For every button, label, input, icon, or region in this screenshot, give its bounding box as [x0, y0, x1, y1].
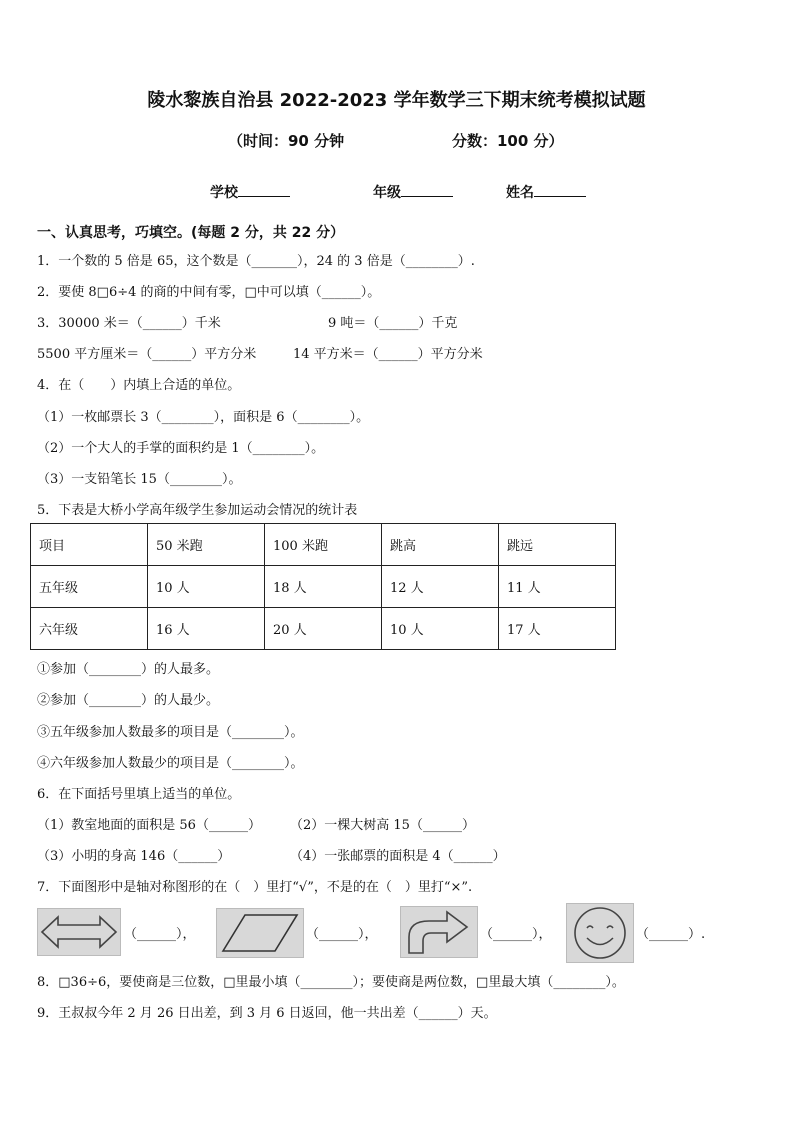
smiley-face-icon [566, 903, 634, 963]
question-3d: 14 平方米＝（______）平方分米 [293, 347, 483, 362]
school-blank[interactable] [238, 184, 290, 197]
table-header-cell: 跳高 [382, 524, 499, 566]
question-3c: 5500 平方厘米＝（______）平方分米 [37, 347, 257, 362]
question-5-4: ④六年级参加人数最少的项目是（________）。 [37, 756, 304, 771]
question-5: 5．下表是大桥小学高年级学生参加运动会情况的统计表 [37, 503, 358, 518]
table-cell: 六年级 [31, 608, 148, 650]
question-1: 1．一个数的 5 倍是 65，这个数是（_______），24 的 3 倍是（________）. [37, 254, 475, 269]
table-cell: 16 人 [148, 608, 265, 650]
table-cell: 10 人 [382, 608, 499, 650]
question-8: 8．□36÷6，要使商是三位数，□里最小填（________）；要使商是两位数，□里最大填（________）。 [37, 975, 625, 990]
table-cell: 10 人 [148, 566, 265, 608]
section-heading: 一、认真思考，巧填空。(每题 2 分，共 22 分） [37, 225, 345, 241]
name-field [506, 182, 586, 202]
table-cell: 12 人 [382, 566, 499, 608]
name-label: 姓名 [506, 185, 534, 201]
question-9: 9．王叔叔今年 2 月 26 日出差，到 3 月 6 日返回，他一共出差（______）天。 [37, 1006, 497, 1021]
question-4: 4．在（ ）内填上合适的单位。 [37, 378, 241, 393]
answer-blank-2[interactable]: （______）， [306, 927, 378, 942]
table-header-cell: 项目 [31, 524, 148, 566]
question-6-3: （3）小明的身高 146（______） [37, 849, 231, 864]
question-3a: 3．30000 米＝（______）千米 [37, 316, 221, 331]
question-3b: 9 吨＝（______）千克 [328, 316, 458, 331]
table-row [31, 566, 616, 608]
answer-blank-1[interactable]: （______）， [124, 927, 196, 942]
question-7: 7．下面图形中是轴对称图形的在（ ）里打“√”，不是的在（ ）里打“×”. [37, 880, 473, 895]
answer-blank-3[interactable]: （______）， [480, 927, 552, 942]
grade-field [373, 182, 453, 202]
question-2: 2．要使 8□6÷4 的商的中间有零，□中可以填（______）。 [37, 285, 381, 300]
table-cell: 11 人 [499, 566, 616, 608]
question-5-2: ②参加（________）的人最少。 [37, 693, 220, 708]
question-6-4: （4）一张邮票的面积是 4（______） [290, 849, 506, 864]
question-5-1: ①参加（________）的人最多。 [37, 662, 220, 677]
exam-time: （时间：90 分钟 [228, 132, 345, 150]
double-arrow-icon [37, 908, 121, 956]
curved-arrow-icon [400, 906, 478, 958]
question-6-1: （1）教室地面的面积是 56（______） [37, 818, 261, 833]
question-4-1: （1）一枚邮票长 3（________），面积是 6（________）。 [37, 410, 370, 425]
table-cell: 18 人 [265, 566, 382, 608]
exam-score: 分数：100 分） [452, 132, 564, 150]
table-cell: 17 人 [499, 608, 616, 650]
table-header-cell: 跳远 [499, 524, 616, 566]
question-6-2: （2）一棵大树高 15（______） [290, 818, 475, 833]
answer-blank-4[interactable]: （______）. [636, 927, 706, 942]
table-header-row [31, 524, 616, 566]
name-blank[interactable] [534, 184, 586, 197]
parallelogram-icon [216, 908, 304, 958]
grade-blank[interactable] [401, 184, 453, 197]
table-row [31, 608, 616, 650]
question-5-3: ③五年级参加人数最多的项目是（________）。 [37, 725, 304, 740]
table-header-cell: 100 米跑 [265, 524, 382, 566]
school-field [210, 182, 290, 202]
question-6: 6．在下面括号里填上适当的单位。 [37, 787, 241, 802]
question-4-2: （2）一个大人的手掌的面积约是 1（________）。 [37, 441, 325, 456]
table-cell: 20 人 [265, 608, 382, 650]
stats-table [30, 523, 616, 650]
table-cell: 五年级 [31, 566, 148, 608]
grade-label: 年级 [373, 185, 401, 201]
table-header-cell: 50 米跑 [148, 524, 265, 566]
school-label: 学校 [210, 185, 238, 201]
question-4-3: （3）一支铅笔长 15（________）。 [37, 472, 242, 487]
page-title: 陵水黎族自治县 2022-2023 学年数学三下期末统考模拟试题 [147, 90, 646, 111]
